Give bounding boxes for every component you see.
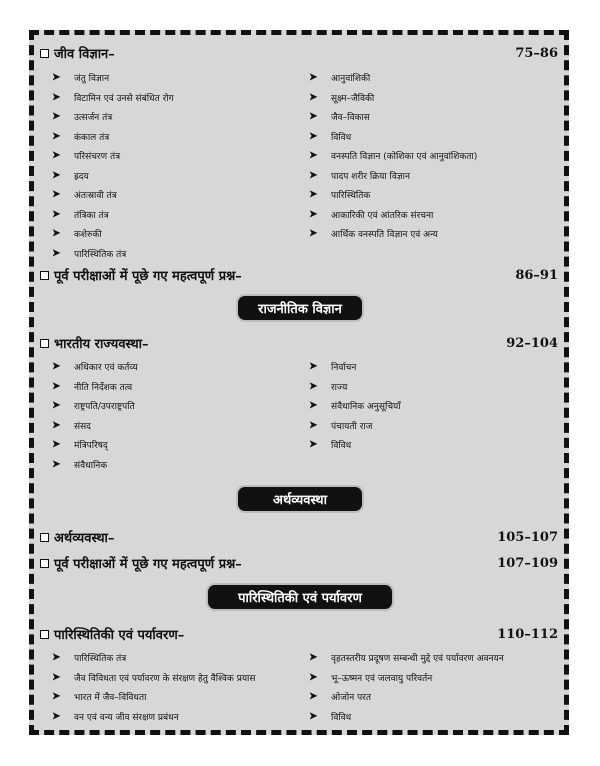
arrow-bullet-icon: ➤: [52, 419, 61, 431]
list-item: [309, 396, 564, 416]
arrow-bullet-icon: ➤: [52, 169, 61, 181]
arrow-bullet-icon: ➤: [52, 72, 61, 84]
arrow-bullet-icon: ➤: [309, 380, 318, 392]
list-item: [52, 396, 302, 416]
list-item-text: आकारिकी एवं आंतरिक संरचना: [331, 210, 434, 221]
ecology-left-list: [52, 648, 302, 726]
biology-right-list: [309, 68, 564, 244]
list-item-text: कंकाल तंत्र: [74, 132, 110, 143]
page-range: 75–86: [515, 45, 558, 61]
list-item-text: विविध: [331, 441, 352, 452]
arrow-bullet-icon: ➤: [52, 400, 61, 412]
list-item-text: वृहतस्तरीय प्रदूषण सम्बन्धी मुद्दे एवं पर्यावरण अवनयन: [331, 654, 504, 665]
arrow-bullet-icon: ➤: [309, 439, 318, 451]
square-bullet-icon: [40, 630, 49, 639]
arrow-bullet-icon: ➤: [52, 91, 61, 103]
list-item: [309, 185, 564, 205]
list-item-text: उत्सर्जन तंत्र: [74, 113, 113, 124]
square-bullet-icon: [40, 559, 49, 568]
list-item: [52, 224, 302, 244]
list-item-text: पारिस्थितिक तंत्र: [74, 654, 127, 665]
list-item-text: आर्थिक वनस्पति विज्ञान एवं अन्य: [331, 230, 438, 241]
section-biology-heading: [40, 43, 558, 63]
section-economy-heading: [40, 527, 558, 547]
list-item: [52, 244, 302, 264]
list-item: [309, 377, 564, 397]
arrow-bullet-icon: ➤: [309, 72, 318, 84]
list-item-text: विटामिन एवं उनसे संबंधित रोग: [74, 93, 174, 104]
list-item: [52, 88, 302, 108]
list-item: [52, 107, 302, 127]
list-item-text: अंतःस्रावी तंत्र: [74, 191, 117, 202]
list-item-text: पारिस्थितिक तंत्र: [74, 249, 127, 260]
list-item: [309, 127, 564, 147]
list-item: [309, 224, 564, 244]
arrow-bullet-icon: ➤: [52, 652, 61, 664]
section-title: पूर्व परीक्षाओं में पूछे गए महत्वपूर्ण प्रश्न–: [54, 269, 242, 284]
list-item: [52, 205, 302, 225]
section-prev-questions-2-heading: [40, 553, 558, 573]
list-item: [52, 668, 302, 688]
list-item-text: वन एवं वन्य जीव संरक्षण प्रबंधन: [74, 712, 179, 723]
list-item-text: ओजोन परत: [331, 693, 371, 704]
list-item-text: जंतु विज्ञान: [74, 74, 110, 85]
arrow-bullet-icon: ➤: [52, 710, 61, 722]
list-item: [52, 127, 302, 147]
biology-left-list: [52, 68, 302, 263]
list-item: [309, 668, 564, 688]
list-item: [52, 416, 302, 436]
page-range: 86–91: [515, 267, 558, 283]
list-item-text: संवैधानिक: [74, 460, 108, 471]
list-item: [309, 68, 564, 88]
arrow-bullet-icon: ➤: [309, 150, 318, 162]
arrow-bullet-icon: ➤: [52, 111, 61, 123]
list-item-text: संसद: [74, 421, 91, 432]
arrow-bullet-icon: ➤: [309, 208, 318, 220]
arrow-bullet-icon: ➤: [52, 361, 61, 373]
section-prev-questions-1-heading: [40, 265, 558, 285]
arrow-bullet-icon: ➤: [309, 419, 318, 431]
list-item-text: सूक्ष्म–जैविकी: [331, 93, 375, 104]
list-item-text: विविध: [331, 132, 352, 143]
arrow-bullet-icon: ➤: [52, 150, 61, 162]
page-range: 110–112: [497, 626, 558, 642]
arrow-bullet-icon: ➤: [52, 228, 61, 240]
square-bullet-icon: [40, 533, 49, 542]
arrow-bullet-icon: ➤: [309, 111, 318, 123]
square-bullet-icon: [40, 339, 49, 348]
list-item: [309, 357, 564, 377]
list-item-text: राष्ट्रपति/उपराष्ट्रपति: [74, 402, 135, 413]
page-range: 107–109: [497, 555, 558, 571]
list-item: [52, 687, 302, 707]
list-item: [52, 185, 302, 205]
list-item: [52, 707, 302, 727]
square-bullet-icon: [40, 49, 49, 58]
list-item: [52, 435, 302, 455]
section-title: पूर्व परीक्षाओं में पूछे गए महत्वपूर्ण प्रश्न–: [54, 557, 242, 572]
arrow-bullet-icon: ➤: [309, 710, 318, 722]
list-item: [309, 687, 564, 707]
arrow-bullet-icon: ➤: [309, 652, 318, 664]
arrow-bullet-icon: ➤: [52, 439, 61, 451]
list-item-text: तंत्रिका तंत्र: [74, 210, 109, 221]
arrow-bullet-icon: ➤: [309, 671, 318, 683]
list-item-text: जैव विविधता एवं पर्यावरण के संरक्षण हेतु वैश्विक प्रयास: [74, 673, 256, 684]
list-item-text: विविध: [331, 712, 352, 723]
square-bullet-icon: [40, 271, 49, 280]
list-item-text: पादप शरीर क्रिया विज्ञान: [331, 171, 410, 182]
list-item-text: पंचायती राज: [331, 421, 373, 432]
arrow-bullet-icon: ➤: [309, 169, 318, 181]
list-item: [309, 166, 564, 186]
section-ecology-heading: [40, 624, 558, 644]
page-range: 105–107: [497, 529, 558, 545]
banner-ecology: पारिस्थितिकी एवं पर्यावरण: [208, 585, 392, 609]
list-item: [309, 416, 564, 436]
list-item-text: वनस्पति विज्ञान (कोशिका एवं आनुवांशिकता): [331, 152, 478, 163]
arrow-bullet-icon: ➤: [52, 691, 61, 703]
ecology-right-list: [309, 648, 564, 726]
list-item-text: संवैधानिक अनुसूचियाँ: [331, 402, 401, 413]
list-item: [52, 357, 302, 377]
list-item: [309, 205, 564, 225]
arrow-bullet-icon: ➤: [309, 228, 318, 240]
section-polity-heading: [40, 333, 558, 353]
list-item: [52, 648, 302, 668]
list-item-text: मंत्रिपरिषद्: [74, 441, 108, 452]
arrow-bullet-icon: ➤: [52, 671, 61, 683]
list-item-text: नीति निर्देशक तत्व: [74, 382, 133, 393]
page-range: 92–104: [506, 335, 558, 351]
list-item: [309, 146, 564, 166]
arrow-bullet-icon: ➤: [52, 458, 61, 470]
list-item-text: अधिकार एवं कर्तव्य: [74, 363, 138, 374]
polity-right-list: [309, 357, 564, 455]
banner-economy: अर्थव्यवस्था: [238, 487, 362, 511]
list-item: [52, 68, 302, 88]
list-item: [309, 435, 564, 455]
arrow-bullet-icon: ➤: [309, 130, 318, 142]
banner-polity: राजनीतिक विज्ञान: [238, 296, 362, 320]
arrow-bullet-icon: ➤: [52, 130, 61, 142]
list-item-text: ह्रदय: [74, 171, 89, 182]
arrow-bullet-icon: ➤: [309, 361, 318, 373]
list-item: [309, 88, 564, 108]
list-item: [52, 455, 302, 475]
arrow-bullet-icon: ➤: [52, 380, 61, 392]
list-item-text: पारिस्थितिक: [331, 191, 371, 202]
list-item-text: भू–ऊष्मन एवं जलवायु परिवर्तन: [331, 673, 433, 684]
arrow-bullet-icon: ➤: [309, 189, 318, 201]
list-item: [309, 107, 564, 127]
list-item-text: आनुवांशिकी: [331, 74, 371, 85]
list-item: [52, 166, 302, 186]
arrow-bullet-icon: ➤: [309, 691, 318, 703]
section-title: भारतीय राज्यवस्था–: [54, 337, 149, 352]
arrow-bullet-icon: ➤: [52, 189, 61, 201]
arrow-bullet-icon: ➤: [52, 247, 61, 259]
arrow-bullet-icon: ➤: [309, 91, 318, 103]
list-item-text: भारत में जैव–विविधता: [74, 693, 147, 704]
section-title: अर्थव्यवस्था–: [54, 531, 115, 546]
list-item-text: राज्य: [331, 382, 348, 393]
section-title: जीव विज्ञान–: [54, 47, 115, 62]
list-item-text: परिसंचरण तंत्र: [74, 152, 121, 163]
contents-frame: [29, 30, 569, 735]
list-item: [52, 377, 302, 397]
arrow-bullet-icon: ➤: [52, 208, 61, 220]
arrow-bullet-icon: ➤: [309, 400, 318, 412]
list-item-text: जैव–विकास: [331, 113, 370, 124]
list-item-text: निर्वाचन: [331, 363, 357, 374]
section-title: पारिस्थितिकी एवं पर्यावरण–: [54, 628, 185, 643]
list-item: [309, 648, 564, 668]
list-item: [52, 146, 302, 166]
list-item: [309, 707, 564, 727]
polity-left-list: [52, 357, 302, 474]
list-item-text: कशेरुकी: [74, 230, 102, 241]
